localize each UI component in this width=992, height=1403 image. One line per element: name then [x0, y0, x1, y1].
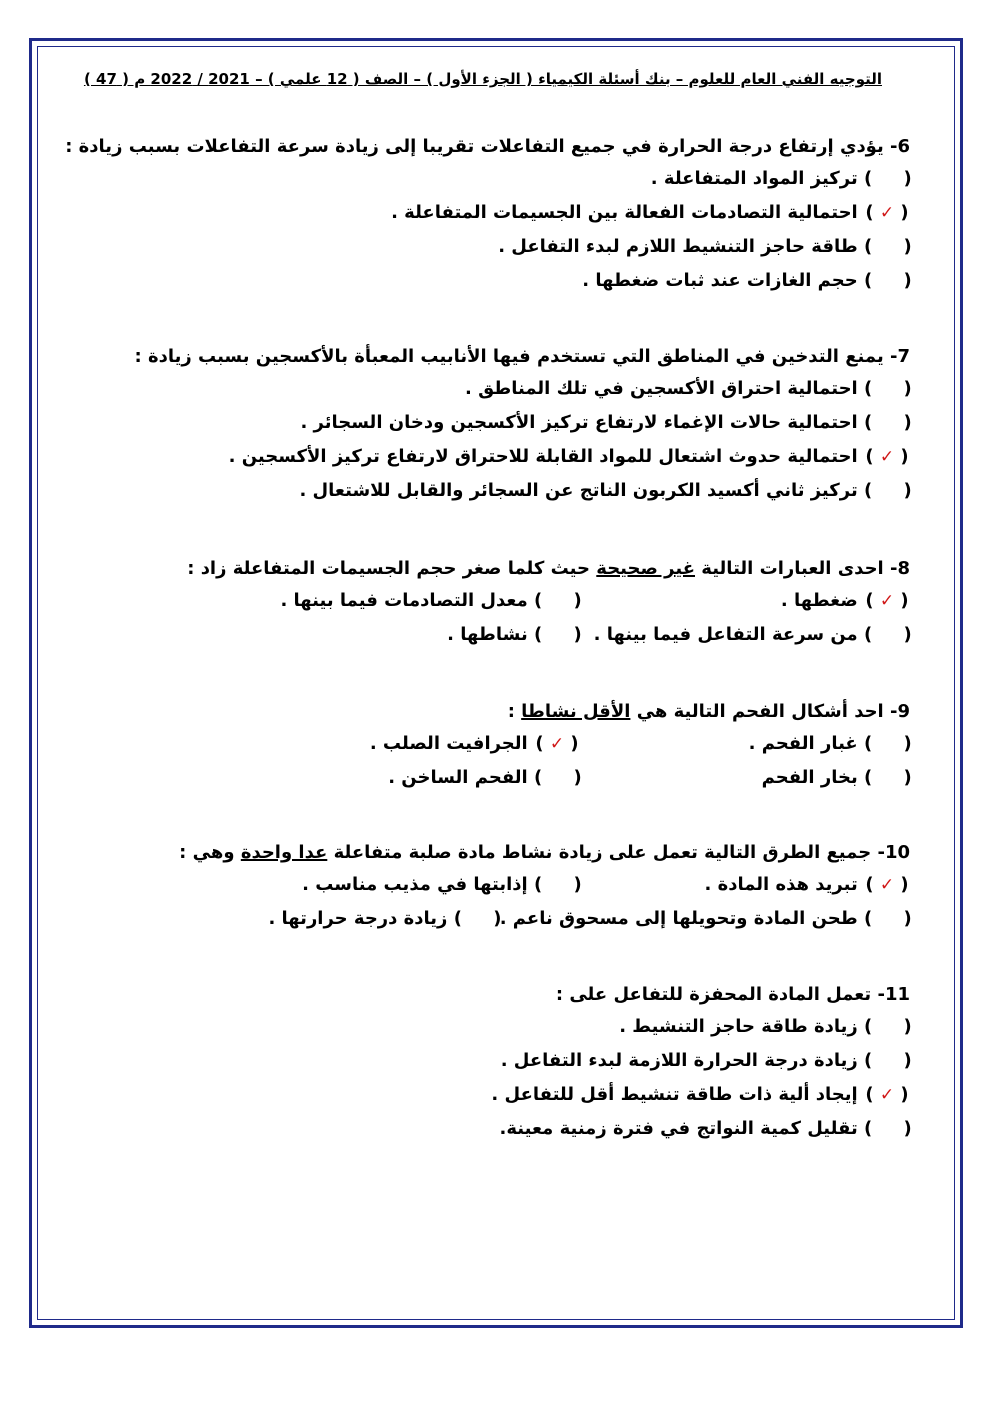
option-correct[interactable]: ( ✓ ) تبريد هذه المادة .	[704, 874, 909, 895]
option-correct[interactable]: ( ✓ ) الجرافيت الصلب .	[369, 733, 579, 754]
option-row	[60, 902, 910, 936]
question-11	[60, 980, 910, 1146]
question-stem: 8- احدى العبارات التالية غير صحيحة حيث كلما صغر حجم الجسيمات المتفاعلة زاد :	[187, 558, 910, 579]
option[interactable]: ( ) طاقة حاجز التنشيط اللازم لبدء التفاعل .	[498, 236, 912, 257]
option[interactable]: ( ) حجم الغازات عند ثبات ضغطها .	[582, 270, 912, 291]
option[interactable]: ( ) غبار الفحم .	[748, 733, 912, 754]
check-mark-icon: ✓	[879, 447, 895, 467]
option[interactable]: ( ) تركيز ثاني أكسيد الكربون الناتج عن السجائر والقابل للاشتعال .	[299, 480, 912, 501]
option[interactable]: ( ) احتمالية احتراق الأكسجين في تلك المناطق .	[464, 378, 912, 399]
option[interactable]: ( ) زيادة درجة الحرارة اللازمة لبدء التفاعل .	[500, 1050, 912, 1071]
question-8	[60, 554, 910, 652]
option-correct[interactable]: ( ✓ ) احتمالية حدوث اشتعال للمواد القابلة للاحتراق لارتفاع تركيز الأكسجين .	[228, 446, 909, 467]
question-7	[60, 342, 910, 508]
stem-emphasis: عدا واحدة	[240, 842, 328, 863]
option[interactable]: ( ) نشاطها .	[447, 624, 582, 645]
stem-emphasis: غير صحيحة	[596, 558, 695, 579]
question-9	[60, 697, 910, 795]
check-mark-icon: ✓	[879, 875, 895, 895]
option[interactable]: ( ) زيادة طاقة حاجز التنشيط .	[619, 1016, 912, 1037]
question-stem: 6- يؤدي إرتفاع درجة الحرارة في جميع التفاعلات تقريبا إلى زيادة سرعة التفاعلات بسبب زيادة :	[65, 136, 910, 157]
page-header: التوجيه الفني العام للعلوم – بنك أسئلة الكيمياء ( الجزء الأول ) – الصف ( 12 علمي ) – 2021 / 2022 م ( 47 )	[83, 70, 882, 88]
option[interactable]: ( ) بخار الفحم	[761, 767, 912, 788]
option-row	[60, 761, 910, 795]
question-stem: 7- يمنع التدخين في المناطق التي تستخدم فيها الأنابيب المعبأة بالأكسجين بسبب زيادة :	[134, 346, 910, 367]
option[interactable]: ( ) الفحم الساخن .	[388, 767, 582, 788]
option-row	[60, 727, 910, 761]
check-mark-icon: ✓	[879, 1085, 895, 1105]
option-correct[interactable]: ( ✓ ) إيجاد ألية ذات طاقة تنشيط أقل للتفاعل .	[491, 1084, 909, 1105]
stem-emphasis: الأقل نشاطا	[521, 701, 631, 722]
option[interactable]: ( ) تركيز المواد المتفاعلة .	[650, 168, 912, 189]
question-10	[60, 838, 910, 936]
option[interactable]: ( ) زيادة درجة حرارتها .	[268, 908, 502, 929]
check-mark-icon: ✓	[549, 734, 565, 754]
option-row	[60, 584, 910, 618]
question-stem: 10- جميع الطرق التالية تعمل على زيادة نشاط مادة صلبة متفاعلة عدا واحدة وهي :	[179, 842, 910, 863]
question-stem: 9- احد أشكال الفحم التالية هي الأقل نشاطا :	[507, 701, 910, 722]
question-stem: 11- تعمل المادة المحفزة للتفاعل على :	[555, 984, 910, 1005]
option[interactable]: ( ) إذابتها في مذيب مناسب .	[302, 874, 582, 895]
option-correct[interactable]: ( ✓ ) احتمالية التصادمات الفعالة بين الجسيمات المتفاعلة .	[391, 202, 909, 223]
check-mark-icon: ✓	[879, 203, 895, 223]
question-6	[60, 132, 910, 298]
option-row	[60, 868, 910, 902]
option-correct[interactable]: ( ✓ ) ضغطها .	[780, 590, 909, 611]
check-mark-icon: ✓	[879, 591, 895, 611]
option[interactable]: ( ) تقليل كمية النواتج في فترة زمنية معينة.	[499, 1118, 912, 1139]
option[interactable]: ( ) من سرعة التفاعل فيما بينها .	[593, 624, 912, 645]
option[interactable]: ( ) معدل التصادمات فيما بينها .	[280, 590, 582, 611]
option[interactable]: ( ) احتمالية حالات الإغماء لارتفاع تركيز الأكسجين ودخان السجائر .	[300, 412, 912, 433]
option-row	[60, 618, 910, 652]
option[interactable]: ( ) طحن المادة وتحويلها إلى مسحوق ناعم .	[499, 908, 912, 929]
